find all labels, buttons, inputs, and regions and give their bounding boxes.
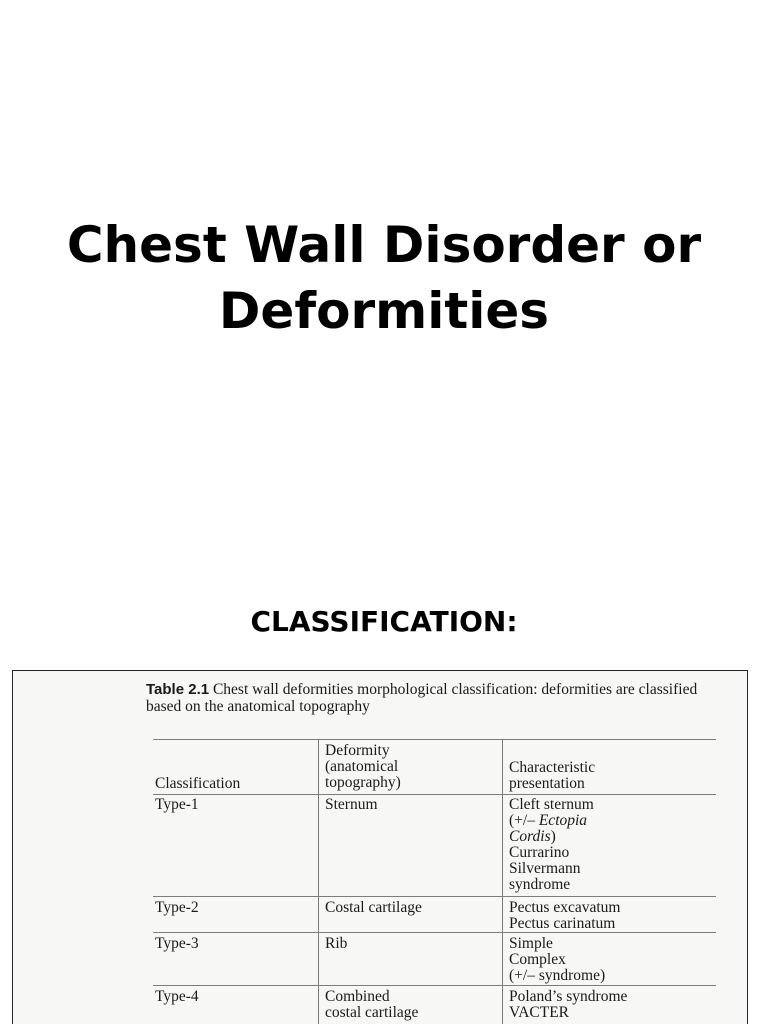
row-presentation — [509, 989, 627, 1021]
table-caption-label: Table 2.1 — [146, 681, 210, 698]
presentation-line: Pectus carinatum — [509, 915, 616, 932]
slide-title-line-2: Deformities — [218, 282, 550, 340]
table-row-rule — [153, 896, 716, 897]
row-type: Type-3 — [155, 935, 199, 952]
header-deformity-line: (anatomical — [325, 758, 399, 775]
row-type: Type-2 — [155, 899, 199, 916]
presentation-line: (+/– Ectopia — [509, 812, 588, 829]
presentation-line: Cleft sternum — [509, 796, 594, 813]
deformity-line: Combined — [325, 988, 390, 1005]
deformity-line: costal cartilage — [325, 1004, 419, 1021]
header-deformity-line: Deformity — [325, 742, 390, 759]
presentation-line: Complex — [509, 951, 566, 968]
header-presentation — [509, 760, 595, 792]
table-caption — [146, 681, 736, 715]
header-classification: Classification — [155, 775, 241, 792]
presentation-line: syndrome — [509, 876, 571, 893]
row-presentation — [509, 936, 605, 984]
presentation-line: VACTER — [509, 1004, 570, 1021]
classification-heading: CLASSIFICATION: — [250, 605, 518, 638]
header-deformity-line: topography) — [325, 774, 401, 791]
row-presentation — [509, 797, 594, 893]
table-caption-text: Chest wall deformities morphological classification: deformities are classified based on the anatomical topography — [146, 681, 698, 715]
table-row-rule — [153, 985, 716, 986]
presentation-line: Currarino — [509, 844, 570, 861]
row-presentation — [509, 900, 620, 932]
row-type: Type-1 — [155, 796, 199, 813]
table-top-rule — [153, 739, 716, 740]
slide-title — [0, 212, 768, 344]
presentation-line: Simple — [509, 935, 553, 952]
row-deformity — [325, 989, 418, 1021]
row-deformity: Sternum — [325, 796, 378, 813]
presentation-line: Poland’s syndrome — [509, 988, 628, 1005]
header-presentation-line: presentation — [509, 775, 585, 792]
table-column-rule — [502, 739, 503, 1024]
row-deformity: Rib — [325, 935, 348, 952]
table-column-rule — [318, 739, 319, 1024]
classification-table-image — [12, 670, 748, 1024]
row-deformity: Costal cartilage — [325, 899, 422, 916]
slide-title-line-1: Chest Wall Disorder or — [66, 216, 702, 274]
presentation-line: Pectus excavatum — [509, 899, 621, 916]
table-header-rule — [153, 794, 716, 795]
header-deformity — [325, 743, 401, 791]
table-row-rule — [153, 932, 716, 933]
presentation-line: Cordis) — [509, 828, 556, 845]
presentation-line: (+/– syndrome) — [509, 967, 606, 984]
header-presentation-line: Characteristic — [509, 759, 596, 776]
presentation-line: Silvermann — [509, 860, 581, 877]
row-type: Type-4 — [155, 988, 199, 1005]
